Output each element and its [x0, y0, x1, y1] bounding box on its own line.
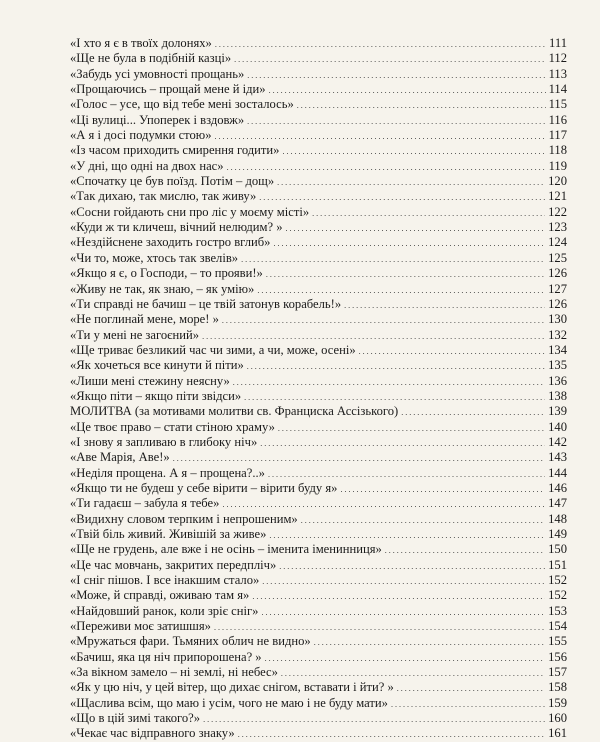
- toc-leader-dots: [397, 680, 545, 695]
- toc-leader-dots: [247, 358, 545, 373]
- toc-entry: [70, 36, 567, 51]
- toc-entry: [70, 128, 567, 143]
- toc-entry: [70, 466, 567, 481]
- toc-entry-title: «Ці вулиці... Упоперек і вздовж»: [70, 112, 245, 127]
- toc-entry-title: «А я і досі подумки стою»: [70, 128, 212, 143]
- toc-leader-dots: [401, 404, 545, 419]
- toc-entry-page-number: 132: [548, 327, 567, 342]
- toc-entry-title: «Найдовший ранок, коли зріє сніг»: [70, 603, 259, 618]
- toc-entry: [70, 235, 567, 250]
- toc-entry: [70, 266, 567, 281]
- toc-leader-dots: [247, 67, 545, 82]
- toc-entry-page-number: 151: [548, 557, 567, 572]
- toc-entry: [70, 282, 567, 297]
- toc-entry: [70, 143, 567, 158]
- toc-entry: [70, 573, 567, 588]
- toc-entry-page-number: 139: [548, 404, 567, 419]
- toc-entry: [70, 389, 567, 404]
- toc-entry-page-number: 123: [548, 220, 567, 235]
- toc-entry-page-number: 150: [548, 542, 567, 557]
- toc-leader-dots: [262, 573, 545, 588]
- toc-entry: [70, 711, 567, 726]
- toc-entry: [70, 558, 567, 573]
- toc-entry-page-number: 147: [548, 496, 567, 511]
- toc-entry: [70, 205, 567, 220]
- toc-entry: [70, 496, 567, 511]
- toc-entry: [70, 404, 567, 419]
- toc-entry-title: «Так дихаю, так мислю, так живу»: [70, 189, 257, 204]
- toc-leader-dots: [244, 389, 545, 404]
- toc-entry-title: «Як у цю ніч, у цей вітер, що дихає снігом, вставати і йти? »: [70, 680, 394, 695]
- toc-entry: [70, 97, 567, 112]
- toc-entry: [70, 527, 567, 542]
- toc-entry-page-number: 134: [548, 342, 567, 357]
- toc-leader-dots: [265, 650, 546, 665]
- toc-entry-page-number: 138: [548, 388, 567, 403]
- toc-leader-dots: [391, 696, 545, 711]
- toc-leader-dots: [279, 558, 545, 573]
- toc-entry-title: «Ти гадаєш – забула я тебе»: [70, 496, 220, 511]
- toc-entry-page-number: 149: [548, 527, 567, 541]
- toc-entry-page-number: 148: [548, 511, 567, 526]
- toc-leader-dots: [340, 481, 545, 496]
- toc-entry-title: «Прощаючись – прощай мене й іди»: [70, 82, 266, 97]
- toc-entry-title: «Переживи моє затишшя»: [70, 619, 211, 634]
- toc-entry-title: «Чекає час відправного знаку»: [70, 726, 235, 741]
- toc-entry-title: «Забудь усі умовності прощань»: [70, 66, 245, 81]
- toc-entry-page-number: 161: [548, 726, 567, 741]
- toc-entry-page-number: 136: [548, 373, 567, 388]
- toc-leader-dots: [266, 266, 545, 281]
- toc-entry-title: «Аве Марія, Аве!»: [70, 450, 170, 465]
- toc-leader-dots: [314, 634, 545, 649]
- toc-leader-dots: [297, 97, 546, 112]
- toc-entry: [70, 67, 567, 82]
- toc-entry-title: «Це твоє право – стати стіною храму»: [70, 419, 275, 434]
- toc-entry-page-number: 125: [548, 250, 567, 265]
- toc-entry-title: «Ще не грудень, але вже і не осінь – іменита іменинниця»: [70, 542, 382, 557]
- toc-entry-title: «Нездійсненe заходить гостро вглиб»: [70, 235, 271, 250]
- toc-entry-page-number: 160: [548, 711, 567, 726]
- toc-entry-page-number: 130: [548, 312, 567, 327]
- toc-entry-title: «Куди ж ти кличеш, вічний нелюдим? »: [70, 220, 283, 235]
- toc-entry-title: «Щаслива всім, що маю і усім, чого не маю і не буду мати»: [70, 695, 388, 710]
- toc-leader-dots: [203, 711, 545, 726]
- toc-leader-dots: [312, 205, 545, 220]
- toc-entry-title: «Бачиш, яка ця ніч припорошена? »: [70, 649, 262, 664]
- toc-entry: [70, 481, 567, 496]
- toc-entry-page-number: 113: [548, 66, 567, 81]
- toc-entry-title: «Видихну словом терпким і непрошеним»: [70, 511, 298, 526]
- toc-entry-page-number: 121: [548, 189, 567, 204]
- toc-entry: [70, 680, 567, 695]
- toc-entry: [70, 82, 567, 97]
- toc-entry: [70, 604, 567, 619]
- toc-entry: [70, 634, 567, 649]
- toc-leader-dots: [214, 619, 545, 634]
- toc-entry-page-number: 126: [548, 296, 567, 311]
- toc-entry: [70, 420, 567, 435]
- toc-leader-dots: [260, 435, 545, 450]
- toc-entry-title: «Ще не була в подібній казці»: [70, 51, 232, 66]
- toc-entry-page-number: 154: [548, 619, 567, 634]
- toc-entry: [70, 51, 567, 66]
- toc-leader-dots: [269, 82, 546, 97]
- toc-entry-title: «Якщо я є, о Господи, – то прояви!»: [70, 266, 263, 281]
- toc-entry-title: «Мружаться фари. Тьмяних облич не видно»: [70, 634, 311, 649]
- toc-entry-page-number: 112: [548, 51, 567, 66]
- toc-leader-dots: [273, 235, 545, 250]
- table-of-contents: [70, 36, 567, 742]
- toc-entry-page-number: 152: [548, 588, 567, 603]
- toc-entry-page-number: 117: [548, 128, 567, 143]
- toc-entry-page-number: 143: [548, 450, 567, 465]
- toc-entry: [70, 512, 567, 527]
- toc-entry-title: МОЛИТВА (за мотивами молитви св. Франциска Ассізького): [70, 404, 399, 419]
- toc-entry-page-number: 111: [549, 36, 567, 50]
- toc-leader-dots: [282, 143, 545, 158]
- toc-entry: [70, 726, 567, 741]
- toc-leader-dots: [268, 466, 545, 481]
- toc-entry-page-number: 153: [548, 603, 567, 618]
- toc-entry-title: «Неділя прощена. А я – прощена?..»: [70, 465, 265, 480]
- toc-entry-page-number: 126: [548, 266, 567, 281]
- toc-entry: [70, 297, 567, 312]
- toc-entry-title: «Спочатку це був поїзд. Потім – дощ»: [70, 174, 275, 189]
- toc-leader-dots: [215, 128, 546, 143]
- toc-leader-dots: [259, 189, 545, 204]
- toc-entry: [70, 619, 567, 634]
- toc-entry: [70, 159, 567, 174]
- toc-entry-title: «Якщо ти не будеш у себе вірити – вірити буду я»: [70, 480, 338, 495]
- toc-entry: [70, 435, 567, 450]
- toc-entry: [70, 358, 567, 373]
- toc-leader-dots: [257, 282, 545, 297]
- toc-entry: [70, 665, 567, 680]
- toc-entry-title: «Чи то, може, хтось так звелів»: [70, 250, 239, 265]
- toc-entry-title: «Голос – усе, що від тебе мені зосталось»: [70, 97, 294, 112]
- toc-entry: [70, 588, 567, 603]
- toc-leader-dots: [202, 328, 545, 343]
- toc-leader-dots: [281, 665, 545, 680]
- toc-entry-page-number: 157: [548, 665, 567, 680]
- toc-entry: [70, 174, 567, 189]
- toc-entry-page-number: 159: [548, 695, 567, 710]
- toc-entry-title: «Сосни гойдають сни про ліс у моєму місті»: [70, 204, 310, 219]
- toc-entry-page-number: 122: [548, 204, 567, 219]
- toc-leader-dots: [277, 174, 545, 189]
- toc-leader-dots: [222, 312, 545, 327]
- toc-entry-page-number: 115: [548, 97, 567, 112]
- toc-entry: [70, 542, 567, 557]
- toc-entry-title: «Ще триває безликий час чи зими, а чи, може, осені»: [70, 342, 356, 357]
- toc-entry-title: «Може, й справді, оживаю там я»: [70, 588, 250, 603]
- toc-entry-page-number: 142: [548, 434, 567, 449]
- toc-leader-dots: [344, 297, 545, 312]
- toc-leader-dots: [238, 726, 545, 741]
- toc-entry-title: «І хто я є в твоїх долонях»: [70, 36, 212, 50]
- toc-leader-dots: [241, 251, 545, 266]
- toc-entry-title: «Не поглинай мене, море! »: [70, 312, 219, 327]
- toc-entry: [70, 312, 567, 327]
- toc-entry-title: «Ти справді не бачиш – це твій затонув корабель!»: [70, 296, 342, 311]
- toc-entry-title: «Із часом приходить смирення годити»: [70, 143, 280, 158]
- toc-entry: [70, 450, 567, 465]
- toc-leader-dots: [359, 343, 545, 358]
- toc-entry: [70, 113, 567, 128]
- toc-leader-dots: [222, 496, 545, 511]
- toc-entry-title: «Як хочеться все кинути й піти»: [70, 358, 244, 373]
- toc-entry-page-number: 144: [548, 465, 567, 480]
- toc-entry-page-number: 116: [548, 112, 567, 127]
- toc-entry-page-number: 119: [548, 158, 567, 173]
- toc-entry-title: «І сніг пішов. І все інакшим стало»: [70, 573, 260, 588]
- toc-entry-title: «І знову я запливаю в глибоку ніч»: [70, 434, 258, 449]
- toc-leader-dots: [261, 604, 545, 619]
- toc-leader-dots: [269, 527, 545, 542]
- toc-leader-dots: [301, 512, 545, 527]
- toc-entry: [70, 251, 567, 266]
- toc-entry-title: «Якщо піти – якщо піти звідси»: [70, 388, 242, 403]
- toc-entry-title: «Що в цій зимі такого?»: [70, 711, 201, 726]
- toc-entry: [70, 220, 567, 235]
- toc-entry: [70, 696, 567, 711]
- toc-entry-page-number: 140: [548, 419, 567, 434]
- toc-entry-title: «Твій біль живий. Живішій за живе»: [70, 527, 267, 541]
- toc-entry-page-number: 146: [548, 480, 567, 495]
- toc-entry-title: «У дні, що одні на двох нас»: [70, 158, 224, 173]
- toc-leader-dots: [247, 113, 545, 128]
- toc-leader-dots: [278, 420, 545, 435]
- toc-entry-page-number: 135: [548, 358, 567, 373]
- toc-entry: [70, 189, 567, 204]
- toc-entry: [70, 650, 567, 665]
- toc-entry-title: «За вікном замело – ні землі, ні небес»: [70, 665, 278, 680]
- toc-entry-page-number: 118: [548, 143, 567, 158]
- toc-entry-title: «Це час мовчань, закритих передпліч»: [70, 557, 277, 572]
- toc-leader-dots: [215, 36, 546, 51]
- toc-leader-dots: [173, 450, 545, 465]
- toc-entry-page-number: 127: [548, 281, 567, 296]
- toc-entry: [70, 343, 567, 358]
- toc-leader-dots: [233, 374, 545, 389]
- toc-entry-page-number: 155: [548, 634, 567, 649]
- toc-entry-page-number: 156: [548, 649, 567, 664]
- toc-leader-dots: [227, 159, 546, 174]
- toc-entry-title: «Ти у мені не загоєний»: [70, 327, 200, 342]
- toc-leader-dots: [385, 542, 545, 557]
- toc-entry-title: «Живу не так, як знаю, – як умію»: [70, 281, 255, 296]
- toc-entry-page-number: 152: [548, 573, 567, 588]
- toc-entry-title: «Лиши мені стежину неясну»: [70, 373, 230, 388]
- toc-entry: [70, 328, 567, 343]
- toc-entry-page-number: 158: [548, 680, 567, 695]
- toc-entry-page-number: 124: [548, 235, 567, 250]
- toc-entry-page-number: 120: [548, 174, 567, 189]
- toc-leader-dots: [252, 588, 545, 603]
- toc-leader-dots: [234, 51, 545, 66]
- toc-entry-page-number: 114: [548, 82, 567, 97]
- toc-leader-dots: [286, 220, 546, 235]
- toc-entry: [70, 374, 567, 389]
